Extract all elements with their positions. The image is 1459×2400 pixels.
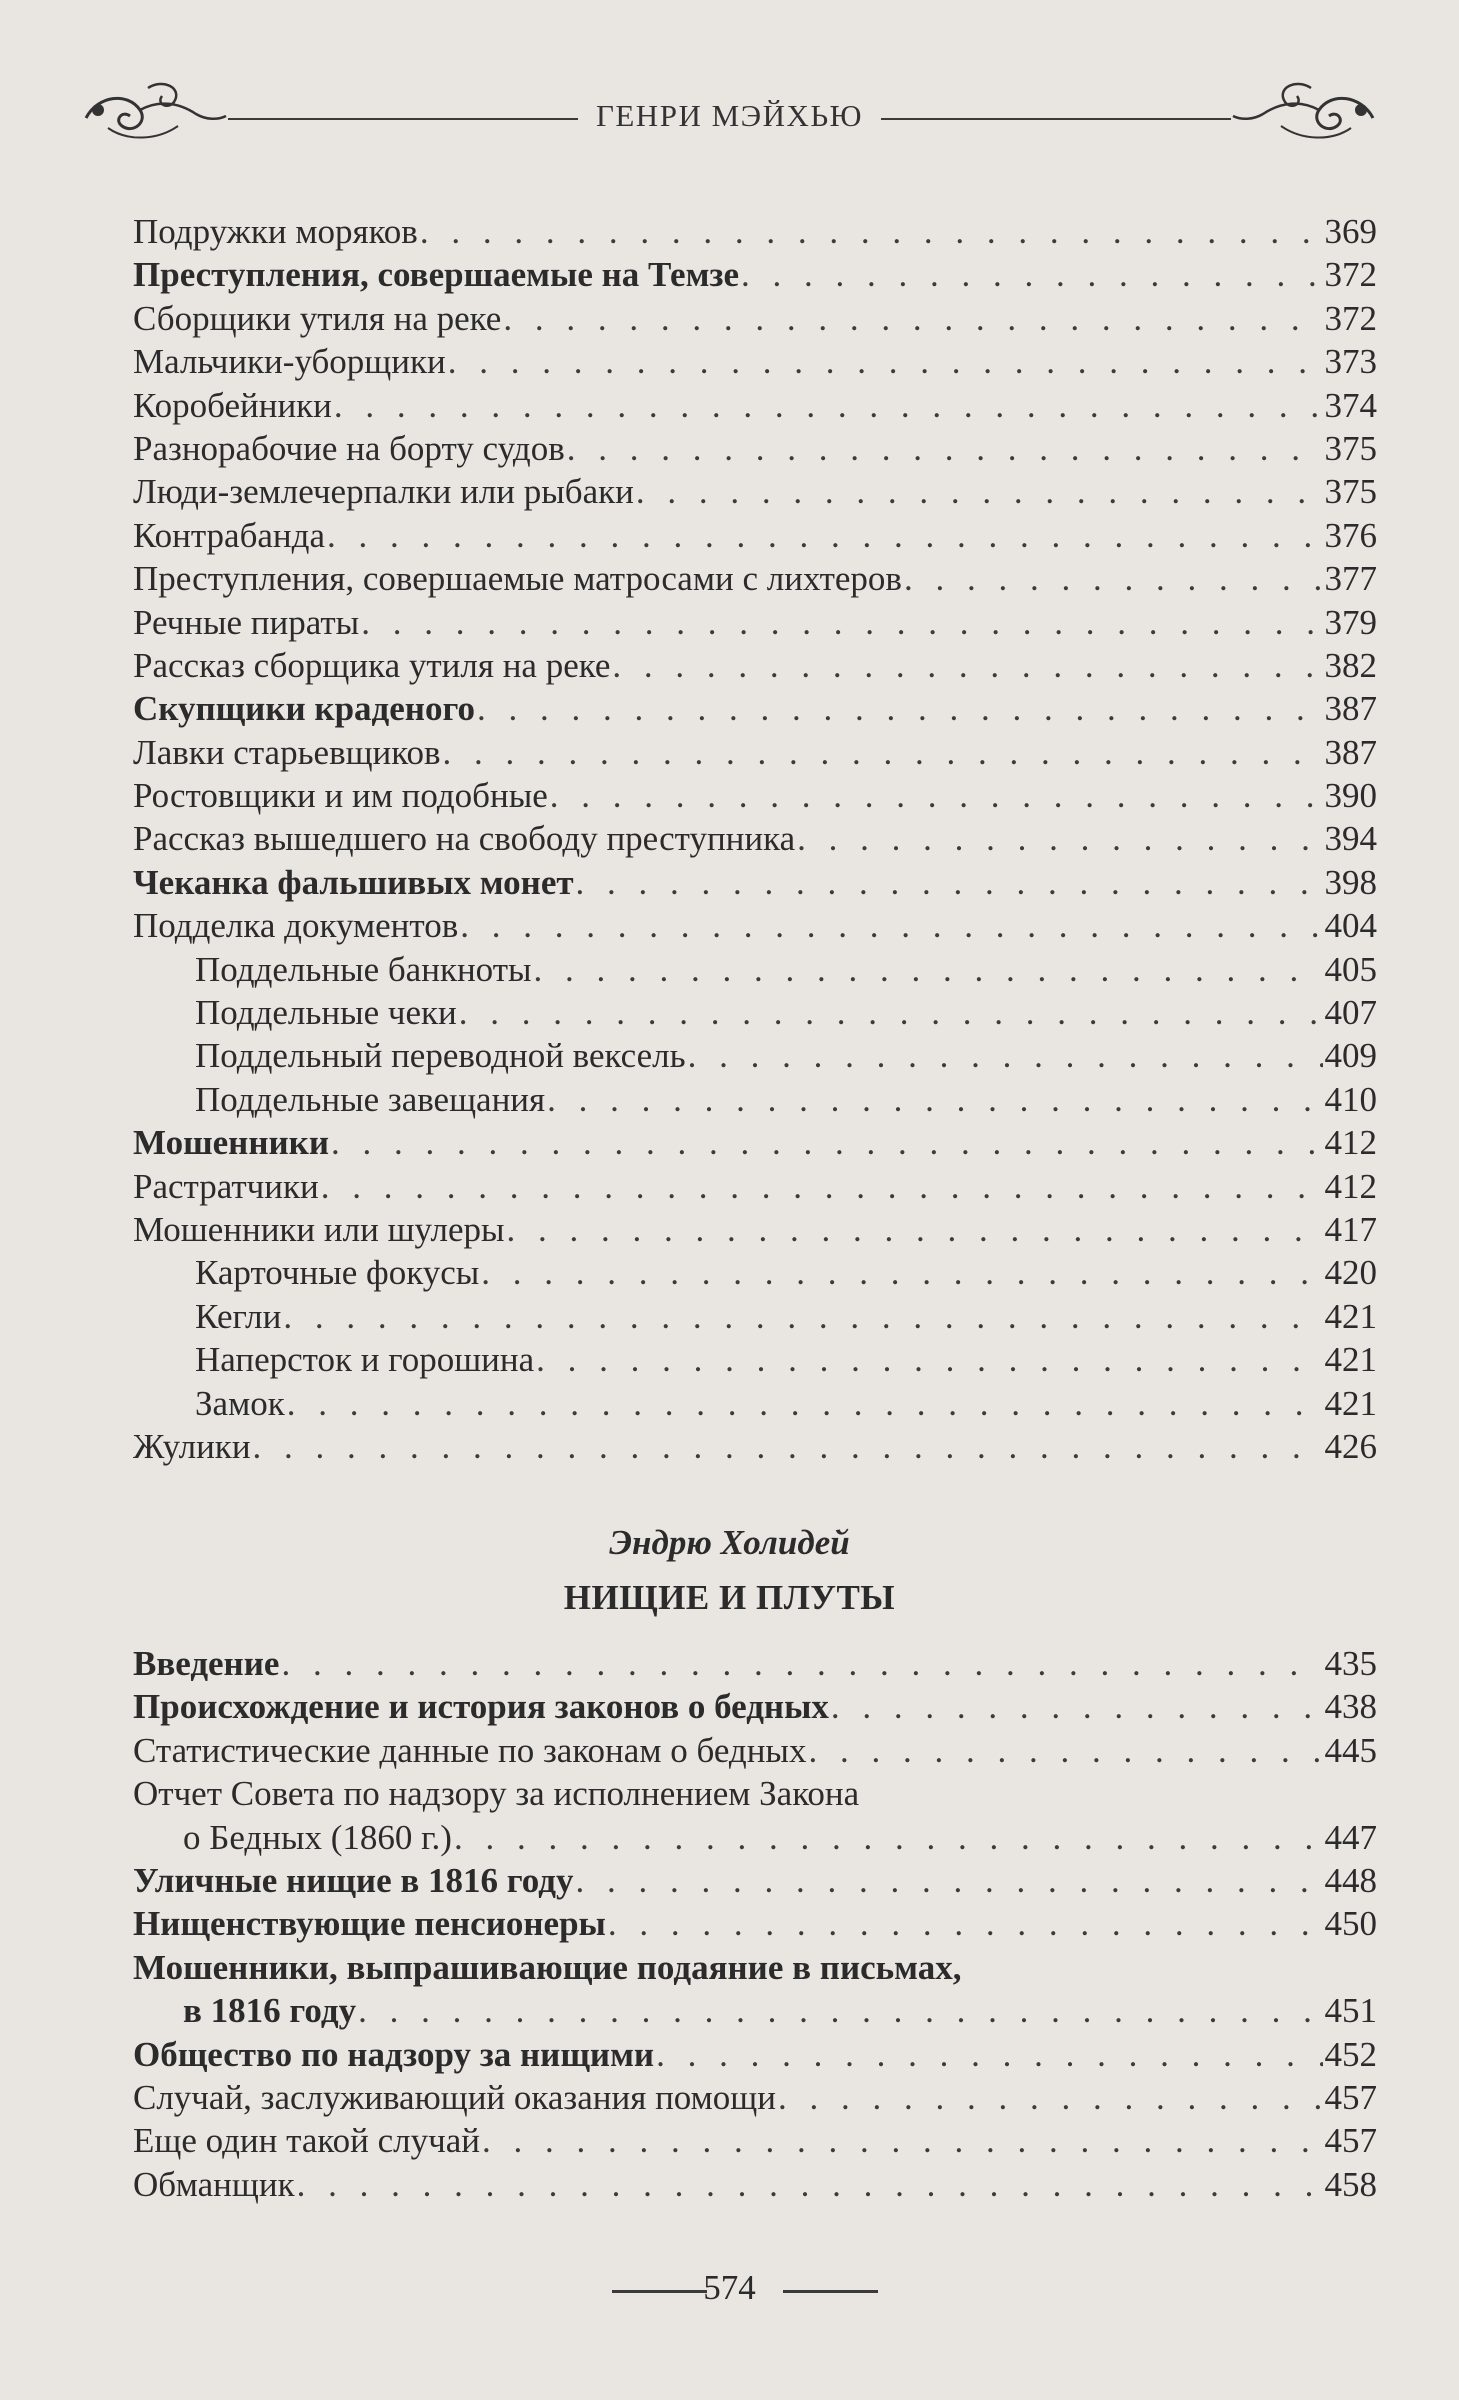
dot-leader [482, 2119, 1323, 2162]
toc-entry [133, 731, 1377, 774]
toc-entry-title: Поддельные банкноты [195, 949, 532, 989]
toc-entry [133, 861, 1377, 904]
toc-entry [133, 1382, 1377, 1425]
dot-leader [420, 210, 1323, 253]
toc-entry-page: 412 [1324, 1123, 1377, 1163]
dot-leader [477, 687, 1323, 730]
dot-leader [547, 1078, 1322, 1121]
toc-entry-page: 412 [1324, 1166, 1377, 1206]
toc-entry-title: Поддельные чеки [195, 993, 457, 1033]
toc-entry-title: Еще один такой случай [133, 2121, 480, 2161]
toc-entry-title: Скупщики краденого [133, 689, 475, 729]
toc-entry [133, 601, 1377, 644]
toc-entry-title: Разнорабочие на борту судов [133, 428, 565, 468]
toc-entry-page: 451 [1324, 1991, 1377, 2031]
dot-leader [503, 297, 1322, 340]
toc-entry [133, 1078, 1377, 1121]
dot-leader [797, 817, 1322, 860]
toc-entry-page: 438 [1324, 1687, 1377, 1727]
toc-entry-page: 382 [1324, 645, 1377, 685]
toc-entry-page: 417 [1324, 1209, 1377, 1249]
toc-entry-title: Подружки моряков [133, 212, 418, 251]
toc-entry-title: Преступления, совершаемые матросами с лихтеров [133, 559, 902, 599]
toc-entry-title: Замок [195, 1383, 285, 1423]
toc-entry-page: 374 [1324, 385, 1377, 425]
toc-entry-page: 394 [1324, 819, 1377, 859]
toc-entry [133, 1121, 1377, 1164]
dot-leader [297, 2163, 1323, 2206]
toc-entry-title: Обманщик [133, 2164, 295, 2204]
dot-leader [576, 1859, 1323, 1902]
toc-entry [133, 514, 1377, 557]
toc-entry-line: Мошенники, выпрашивающие подаяние в письмах, [133, 1947, 962, 1987]
toc-entry-page: 387 [1324, 689, 1377, 729]
toc-entry [133, 991, 1377, 1034]
dot-leader [321, 1165, 1323, 1208]
toc-entry [133, 470, 1377, 513]
toc-entry-title: Нищенствующие пенсионеры [133, 1904, 606, 1944]
toc-section-holiday [133, 1642, 1377, 2206]
dot-leader [327, 514, 1322, 557]
toc-entry-page: 372 [1324, 298, 1377, 338]
toc-entry [133, 1425, 1377, 1468]
toc-entry-title: Жулики [133, 1426, 251, 1466]
toc-entry-title: Контрабанда [133, 515, 326, 555]
toc-entry-page: 377 [1324, 559, 1377, 599]
toc-entry-title: Лавки старьевщиков [133, 732, 441, 772]
toc-entry-title: Статистические данные по законам о бедных [133, 1730, 807, 1770]
dot-leader [808, 1729, 1322, 1772]
toc-entry-page: 421 [1324, 1340, 1377, 1380]
dot-leader [454, 1816, 1323, 1859]
toc-entry [133, 427, 1377, 470]
toc-entry [133, 557, 1377, 600]
toc-entry-title: Поддельный переводной вексель [195, 1036, 686, 1076]
dot-leader [608, 1902, 1323, 1945]
toc-entry-page: 373 [1324, 342, 1377, 382]
toc-entry [133, 948, 1377, 991]
toc-entry [133, 2119, 1377, 2162]
toc-entry-page: 405 [1324, 949, 1377, 989]
toc-entry [133, 1729, 1377, 1772]
dot-leader [656, 2033, 1322, 2076]
toc-entry-page: 372 [1324, 255, 1377, 295]
toc-entry [133, 384, 1377, 427]
toc-entry-title: о Бедных (1860 г.) [183, 1817, 452, 1857]
toc-entry-page: 387 [1324, 732, 1377, 772]
part-title: НИЩИЕ И ПЛУТЫ [563, 1578, 896, 1617]
toc-entry-line: Отчет Совета по надзору за исполнением Закона [133, 1774, 860, 1814]
author-name: Эндрю Холидей [609, 1523, 850, 1562]
toc-entry-page: 421 [1324, 1296, 1377, 1336]
dot-leader [507, 1208, 1323, 1251]
toc-entry-title: Растратчики [133, 1166, 319, 1206]
toc-entry-page: 445 [1324, 1730, 1377, 1770]
toc-entry-page: 369 [1324, 212, 1377, 251]
dot-leader [688, 1034, 1323, 1077]
dot-leader [283, 1295, 1322, 1338]
toc-entry-page: 410 [1324, 1079, 1377, 1119]
page-number: 574 [703, 2268, 756, 2307]
toc-entry-title: Введение [133, 1644, 280, 1683]
toc-entry-page: 448 [1324, 1860, 1377, 1900]
toc-entry-title: Кегли [195, 1296, 282, 1336]
toc-entry-page: 457 [1324, 2077, 1377, 2117]
toc-entry-page: 409 [1324, 1036, 1377, 1076]
toc-entry-title: Рассказ вышедшего на свободу преступника [133, 819, 796, 859]
toc-entry [133, 210, 1377, 253]
toc-entry-title: Происхождение и история законов о бедных [133, 1687, 829, 1727]
toc-entry [133, 1165, 1377, 1208]
toc-entry [133, 1989, 1377, 2032]
toc-entry-page: 452 [1324, 2034, 1377, 2074]
toc-entry-title: Коробейники [133, 385, 332, 425]
toc-entry-page: 375 [1324, 428, 1377, 468]
toc-entry-page: 426 [1324, 1426, 1377, 1466]
toc-entry-title: Уличные нищие в 1816 году [133, 1860, 574, 1900]
toc-entry-page: 390 [1324, 776, 1377, 816]
toc-entry-page: 420 [1324, 1253, 1377, 1293]
dot-leader [778, 2076, 1323, 2119]
dot-leader [331, 1121, 1323, 1164]
dot-leader [534, 948, 1323, 991]
toc-entry [133, 687, 1377, 730]
running-head: ГЕНРИ МЭЙХЬЮ [595, 98, 864, 133]
toc-entry-title: Случай, заслуживающий оказания помощи [133, 2077, 776, 2117]
dot-leader [904, 557, 1323, 600]
toc-entry-title: Карточные фокусы [195, 1253, 480, 1293]
dot-leader [287, 1382, 1323, 1425]
toc-entry [133, 1208, 1377, 1251]
toc-entry-title: Сборщики утиля на реке [133, 298, 502, 338]
toc-entry-title: Чеканка фальшивых монет [133, 862, 574, 902]
page-header [0, 0, 1459, 200]
toc-entry [133, 774, 1377, 817]
toc-entry-page: 375 [1324, 472, 1377, 512]
dot-leader [443, 731, 1323, 774]
toc-entry-title: Мошенники или шулеры [133, 1209, 505, 1249]
toc-entry [133, 1859, 1377, 1902]
dot-leader [612, 644, 1322, 687]
toc-entry-page: 421 [1324, 1383, 1377, 1423]
toc-entry [133, 1902, 1377, 1945]
toc-entry [133, 817, 1377, 860]
toc-entry-page: 447 [1324, 1817, 1377, 1857]
dot-leader [281, 1642, 1322, 1685]
dot-leader [576, 861, 1323, 904]
toc-entry [133, 297, 1377, 340]
toc-entry [133, 1034, 1377, 1077]
toc-entry [133, 1816, 1377, 1859]
toc-entry [133, 2076, 1377, 2119]
toc-entry-title: в 1816 году [183, 1991, 357, 2031]
toc-entry-page: 407 [1324, 993, 1377, 1033]
flourish-right-icon [1231, 80, 1381, 150]
toc-entry [133, 2033, 1377, 2076]
toc-entry [133, 1642, 1377, 1685]
toc-entry-page: 435 [1324, 1644, 1377, 1683]
toc-entry [133, 644, 1377, 687]
toc-entry [133, 1251, 1377, 1294]
header-rule-right [881, 118, 1231, 120]
toc-entry [133, 2163, 1377, 2206]
dot-leader [361, 601, 1322, 644]
toc-entry-title: Люди-землечерпалки или рыбаки [133, 472, 634, 512]
dot-leader [567, 427, 1323, 470]
toc-entry-title: Поддельные завещания [195, 1079, 546, 1119]
dot-leader [741, 253, 1322, 296]
toc-entry-page: 404 [1324, 906, 1377, 946]
toc-entry-title: Преступления, совершаемые на Темзе [133, 255, 740, 295]
dot-leader [334, 384, 1323, 427]
toc-entry-page: 450 [1324, 1904, 1377, 1944]
toc-entry [133, 904, 1377, 947]
toc-entry-title: Наперсток и горошина [195, 1340, 535, 1380]
toc-entry-title: Речные пираты [133, 602, 360, 642]
dot-leader [253, 1425, 1323, 1468]
toc-entry-page: 379 [1324, 602, 1377, 642]
toc-entry-page: 457 [1324, 2121, 1377, 2161]
folio-rule-right [783, 2290, 878, 2293]
toc-entry [133, 1295, 1377, 1338]
toc-entry-title: Мошенники [133, 1123, 329, 1163]
toc-entry-title: Подделка документов [133, 906, 459, 946]
toc-entry [133, 1338, 1377, 1381]
dot-leader [358, 1989, 1322, 2032]
toc-entry-page: 458 [1324, 2164, 1377, 2204]
toc-entry-page: 376 [1324, 515, 1377, 555]
toc-section-mayhew [133, 210, 1377, 1468]
toc-entry-page: 398 [1324, 862, 1377, 902]
toc-entry-title: Рассказ сборщика утиля на реке [133, 645, 611, 685]
dot-leader [448, 340, 1323, 383]
dot-leader [636, 470, 1323, 513]
toc-entry-title: Ростовщики и им подобные [133, 776, 548, 816]
toc-entry-title: Общество по надзору за нищими [133, 2034, 655, 2074]
dot-leader [459, 991, 1323, 1034]
dot-leader [481, 1251, 1322, 1294]
dot-leader [536, 1338, 1322, 1381]
toc-entry [133, 1685, 1377, 1728]
dot-leader [831, 1685, 1323, 1728]
toc-entry-title: Мальчики-уборщики [133, 342, 446, 382]
toc-entry [133, 253, 1377, 296]
dot-leader [460, 904, 1322, 947]
toc-entry [133, 340, 1377, 383]
dot-leader [550, 774, 1323, 817]
